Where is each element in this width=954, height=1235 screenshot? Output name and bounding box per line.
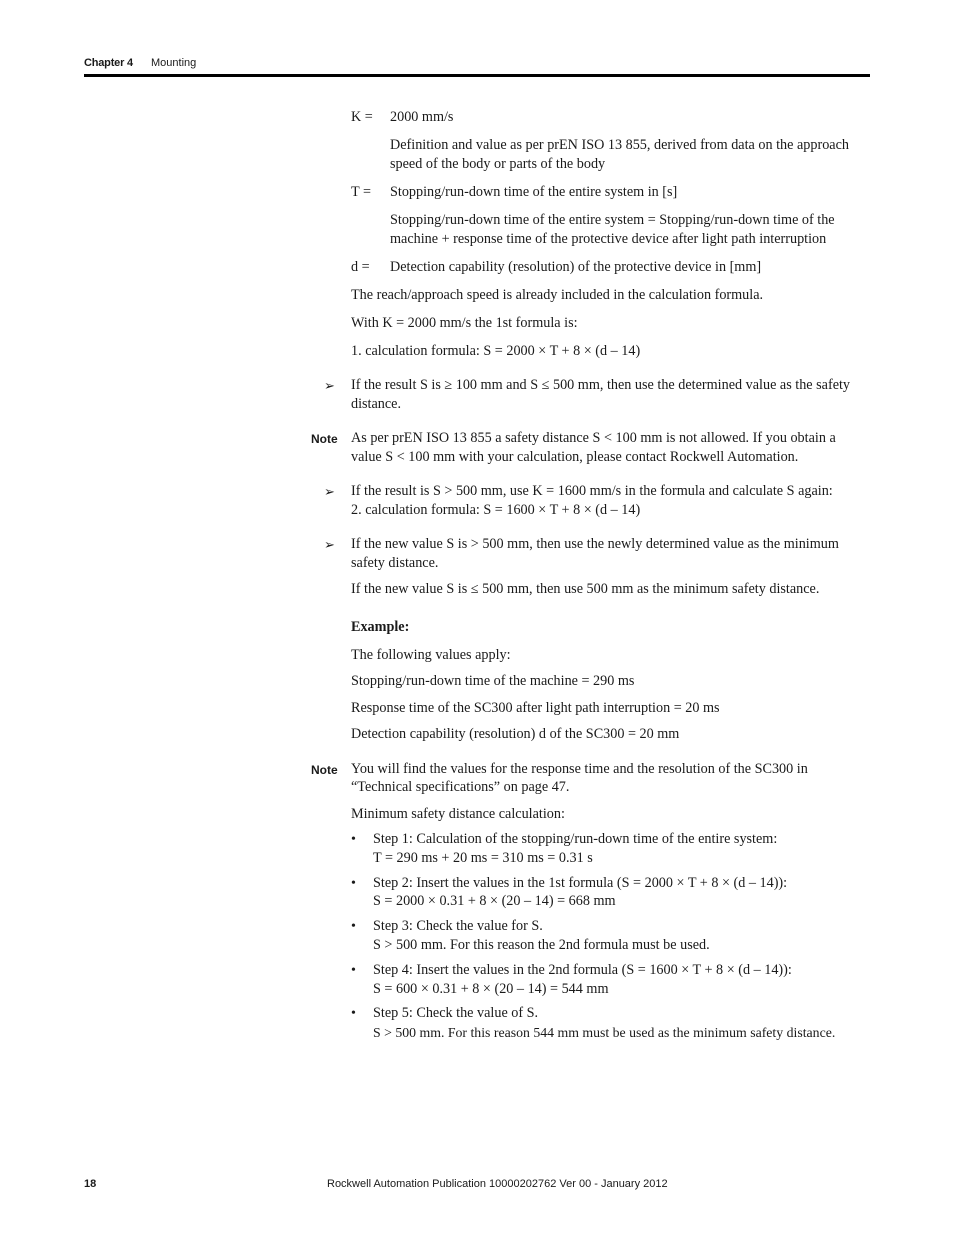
step-line: S = 2000 × 0.31 + 8 × (20 – 14) = 668 mm bbox=[373, 893, 616, 909]
bullet-icon: • bbox=[351, 1006, 356, 1021]
step-line: Step 5: Check the value of S. bbox=[373, 1005, 539, 1021]
bullet-icon: • bbox=[351, 919, 356, 934]
formula-2: 2. calculation formula: S = 1600 × T + 8 × (d – 14) bbox=[351, 502, 641, 518]
step-line: T = 290 ms + 20 ms = 310 ms = 0.31 s bbox=[373, 850, 593, 866]
chapter-label: Chapter 4 bbox=[84, 57, 133, 69]
example-value: Stopping/run-down time of the machine = 290 ms bbox=[351, 673, 635, 689]
note-text-line: As per prEN ISO 13 855 a safety distance S < 100 mm is not allowed. If you obtain a bbox=[351, 430, 836, 446]
arrow-icon: ➢ bbox=[324, 537, 335, 552]
instruction-line: If the new value S is > 500 mm, then use the newly determined value as the minimum bbox=[351, 536, 839, 552]
note-text-line: value S < 100 mm with your calculation, please contact Rockwell Automation. bbox=[351, 449, 799, 465]
note-text-line: You will find the values for the response time and the resolution of the SC300 in bbox=[351, 761, 808, 777]
definition-k-detail-line: speed of the body or parts of the body bbox=[390, 156, 606, 172]
example-value: Detection capability (resolution) d of the SC300 = 20 mm bbox=[351, 726, 680, 742]
paragraph-reach-speed: The reach/approach speed is already included in the calculation formula. bbox=[351, 287, 764, 303]
step-line: S > 500 mm. For this reason the 2nd formula must be used. bbox=[373, 937, 710, 953]
instruction-line: safety distance. bbox=[351, 555, 439, 571]
definition-d-symbol: d = bbox=[351, 259, 370, 275]
definition-t-detail-line: machine + response time of the protective device after light path interruption bbox=[390, 231, 827, 247]
example-heading: Example: bbox=[351, 619, 410, 635]
calc-intro: Minimum safety distance calculation: bbox=[351, 806, 565, 822]
arrow-icon: ➢ bbox=[324, 378, 335, 393]
step-line: Step 3: Check the value for S. bbox=[373, 918, 543, 934]
instruction-line: distance. bbox=[351, 396, 402, 412]
step-line: Step 2: Insert the values in the 1st formula (S = 2000 × T + 8 × (d – 14)): bbox=[373, 875, 788, 891]
instruction-follow-text: If the new value S is ≤ 500 mm, then use 500 mm as the minimum safety distance. bbox=[351, 581, 820, 597]
publication-info: Rockwell Automation Publication 10000202762 Ver 00 - January 2012 bbox=[327, 1178, 668, 1190]
example-intro: The following values apply: bbox=[351, 647, 511, 663]
arrow-icon: ➢ bbox=[324, 484, 335, 499]
instruction-line: If the result S is ≥ 100 mm and S ≤ 500 mm, then use the determined value as the safety bbox=[351, 377, 851, 393]
definition-t-symbol: T = bbox=[351, 184, 371, 200]
paragraph-with-k: With K = 2000 mm/s the 1st formula is: bbox=[351, 315, 578, 331]
definition-d-value: Detection capability (resolution) of the protective device in [mm] bbox=[390, 259, 762, 275]
definition-k-symbol: K = bbox=[351, 109, 373, 125]
bullet-icon: • bbox=[351, 832, 356, 847]
step-line: S = 600 × 0.31 + 8 × (20 – 14) = 544 mm bbox=[373, 981, 609, 997]
step-line: S > 500 mm. For this reason 544 mm must be used as the minimum safety distance. bbox=[373, 1025, 836, 1040]
note-label: Note bbox=[311, 763, 338, 777]
example-value: Response time of the SC300 after light path interruption = 20 ms bbox=[351, 700, 720, 716]
note-label: Note bbox=[311, 432, 338, 446]
step-line: Step 1: Calculation of the stopping/run-down time of the entire system: bbox=[373, 831, 778, 847]
bullet-icon: • bbox=[351, 963, 356, 978]
definition-k-detail-line: Definition and value as per prEN ISO 13 855, derived from data on the approach bbox=[390, 137, 849, 153]
definition-t-detail-line: Stopping/run-down time of the entire system = Stopping/run-down time of the bbox=[390, 212, 835, 228]
page-number: 18 bbox=[84, 1178, 97, 1190]
step-line: Step 4: Insert the values in the 2nd formula (S = 1600 × T + 8 × (d – 14)): bbox=[373, 962, 792, 978]
note-text-line: “Technical specifications” on page 47. bbox=[351, 779, 570, 795]
definition-k-value: 2000 mm/s bbox=[390, 109, 454, 125]
bullet-icon: • bbox=[351, 876, 356, 891]
header-rule bbox=[84, 74, 870, 77]
section-label: Mounting bbox=[151, 57, 197, 69]
formula-1: 1. calculation formula: S = 2000 × T + 8 × (d – 14) bbox=[351, 343, 641, 359]
definition-t-value: Stopping/run-down time of the entire system in [s] bbox=[390, 184, 678, 200]
instruction-line: If the result is S > 500 mm, use K = 1600 mm/s in the formula and calculate S again: bbox=[351, 483, 833, 499]
